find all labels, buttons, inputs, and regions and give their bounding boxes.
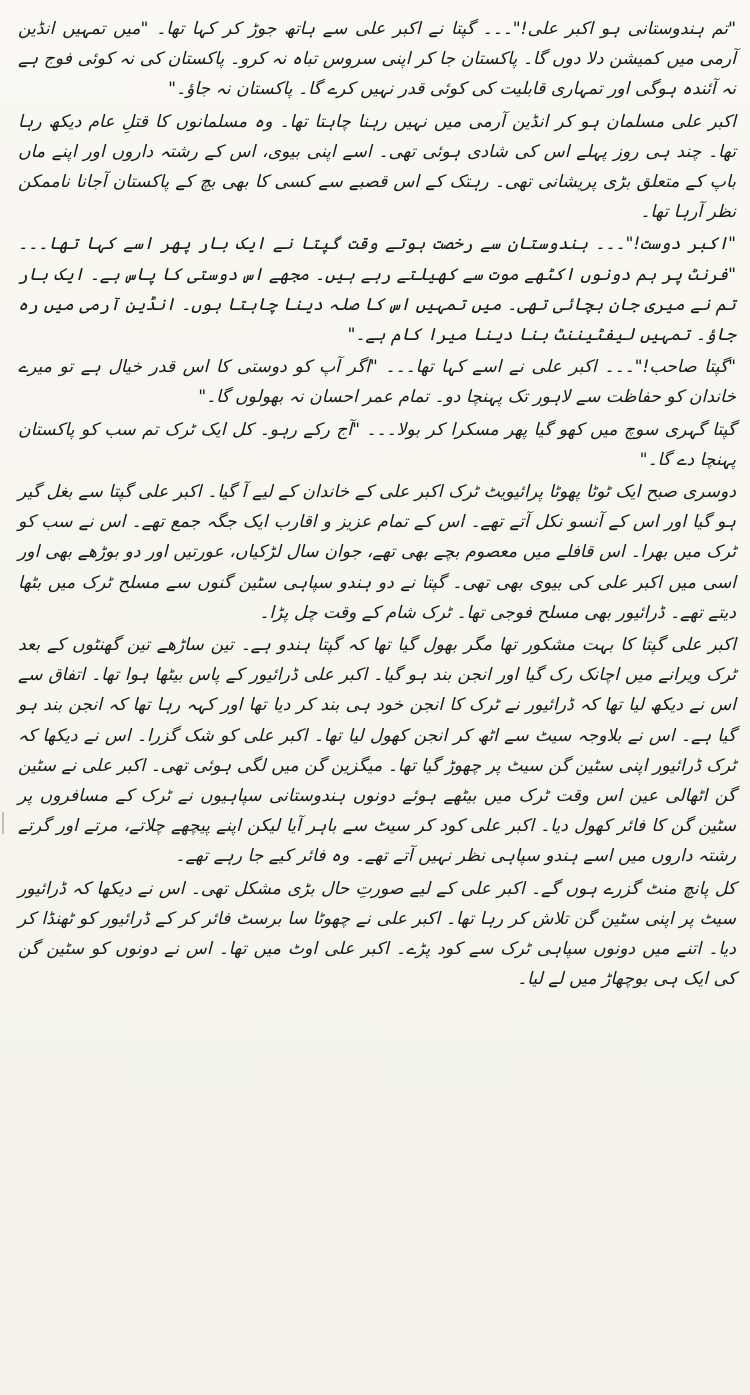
paragraph-akbar-request: "گپتا صاحب!"۔۔۔ اکبر علی نے اسے کہا تھا۔۔۔ "اگر آپ کو دوستی کا اس قدر خیال ہے تو میرے خاندان کو حفاظت سے لاہور تک پہنچا دو۔ تمام عمر احسان نہ بھولوں گا۔" (18, 357, 736, 408)
paragraph-truck-departure: دوسری صبح ایک ٹوٹا پھوٹا پرائیویٹ ٹرک اکبر علی کے خاندان کے لیے آ گیا۔ اکبر علی گپتا سے بغل گیر ہو گیا اور اس کے آنسو نکل آتے تھے۔ اس کے تمام عزیز و اقارب ایک جگہ جمع تھے۔ اس نے سب کو ٹرک میں بھرا۔ اس قافلے میں معصوم بچے بھی تھے، جوان سال لڑکیاں، عورتیں اور دو بوڑھے بھی اور اسی میں اکبر علی کی بیوی بھی تھی۔ گپتا نے دو ہندو سپاہی سٹین گنوں سے مسلح ٹرک میں بٹھا دیتے تھے۔ ڈرائیور بھی مسلح فوجی تھا۔ ٹرک شام کے وقت چل پڑا۔ (18, 482, 736, 623)
paragraph-gupta-reply: گپتا گہری سوچ میں کھو گیا پھر مسکرا کر بولا۔۔۔ "آج رکے رہو۔ کل ایک ٹرک تم سب کو پاکستان پہنچا دے گا۔" (18, 419, 736, 470)
margin-mark (2, 812, 10, 834)
paragraph-akbar-worry: اکبر علی مسلمان ہو کر انڈین آرمی میں نہیں رہنا چاہتا تھا۔ وہ مسلمانوں کا قتلِ عام دیکھ رہا تھا۔ چند ہی روز پہلے اس کی شادی ہوئی تھی۔ اسے اپنی بیوی، اس کے رشتہ داروں اور اپنے ماں باپ کے متعلق بڑی پریشانی تھی۔ رہتک کے اس قصبے سے کسی کا بھی بچ کے پاکستان آجانا ناممکن نظر آرہا تھا۔ (18, 111, 736, 223)
paragraph-farewell-plea: "اکبر دوست!"۔۔۔ ہندوستان سے رخصت ہوتے وقت گپتا نے ایک بار پھر اسے کہا تھا۔۔۔ "فرنٹ پر ہم دونوں اکٹھے موت سے کھیلتے رہے ہیں۔ مجھے اس دوستی کا پاس ہے۔ ایک بار تم نے میری جان بچائی تھی۔ میں تمہیں اس کا صلہ دینا چاہتا ہوں۔ انڈین آرمی میں رہ جاؤ۔ تمہیں لیفٹیننٹ بنا دینا میرا کام ہے۔" (18, 234, 736, 346)
urdu-text-body (18, 14, 736, 995)
paragraph-aftermath: کل پانچ منٹ گزرے ہوں گے۔ اکبر علی کے لیے صورتِ حال بڑی مشکل تھی۔ اس نے دیکھا کہ ڈرائیور سیٹ پر اپنی سٹین گن تلاش کر رہا تھا۔ اکبر علی نے چھوٹا سا برسٹ فائر کر کے ڈرائیور کو ٹھنڈا کر دیا۔ اتنے میں دونوں سپاہی ٹرک سے کود پڑے۔ اکبر علی اوٹ میں تھا۔ اس نے دونوں کو سٹین گن کی ایک ہی بوچھاڑ میں لے لیا۔ (18, 878, 736, 990)
paragraph-ambush: اکبر علی گپتا کا بہت مشکور تھا مگر بھول گیا تھا کہ گپتا ہندو ہے۔ تین ساڑھے تین گھنٹوں کے بعد ٹرک ویرانے میں اچانک رک گیا اور انجن بند ہو گیا۔ اکبر علی ڈرائیور کے پاس بیٹھا ہوا تھا۔ اتفاق سے اس نے دیکھ لیا تھا کہ ڈرائیور نے ٹرک کا انجن خود ہی بند کر دیا تھا اور کہہ رہا تھا کہ انجن بند ہو گیا ہے۔ اس نے بلاوجہ سیٹ سے اٹھ کر انجن کھول لیا تھا۔ اکبر علی کو شک گزرا۔ اس نے دیکھا کہ ٹرک ڈرائیور اپنی سٹین گن سیٹ پر چھوڑ گیا تھا۔ میگزین گن میں لگی ہوئی تھی۔ اکبر علی نے سٹین گن اٹھالی عین اس وقت ٹرک میں بیٹھے ہوئے دونوں ہندوستانی سپاہیوں نے ٹرک کے مسافروں پر سٹین گن کا فائر کھول دیا۔ اکبر علی کود کر سیٹ سے باہر آیا لیکن اپنے پیچھے چلاتے، مرتے اور گرتے رشتہ داروں میں اسے ہندو سپاہی نظر نہیں آتے تھے۔ وہ فائر کیے جا رہے تھے۔ (18, 635, 736, 867)
paragraph-gupta-offer: "تم ہندوستانی ہو اکبر علی!"۔۔۔ گپتا نے اکبر علی سے ہاتھ جوڑ کر کہا تھا۔ "میں تمہیں انڈین آرمی میں کمیشن دلا دوں گا۔ پاکستان جا کر اپنی سروس تباہ نہ کرو۔ پاکستان کی نہ کوئی فوج ہے نہ آئندہ ہوگی اور تمہاری قابلیت کی کوئی قدر نہیں کرے گا۔ پاکستان نہ جاؤ۔" (18, 19, 736, 100)
